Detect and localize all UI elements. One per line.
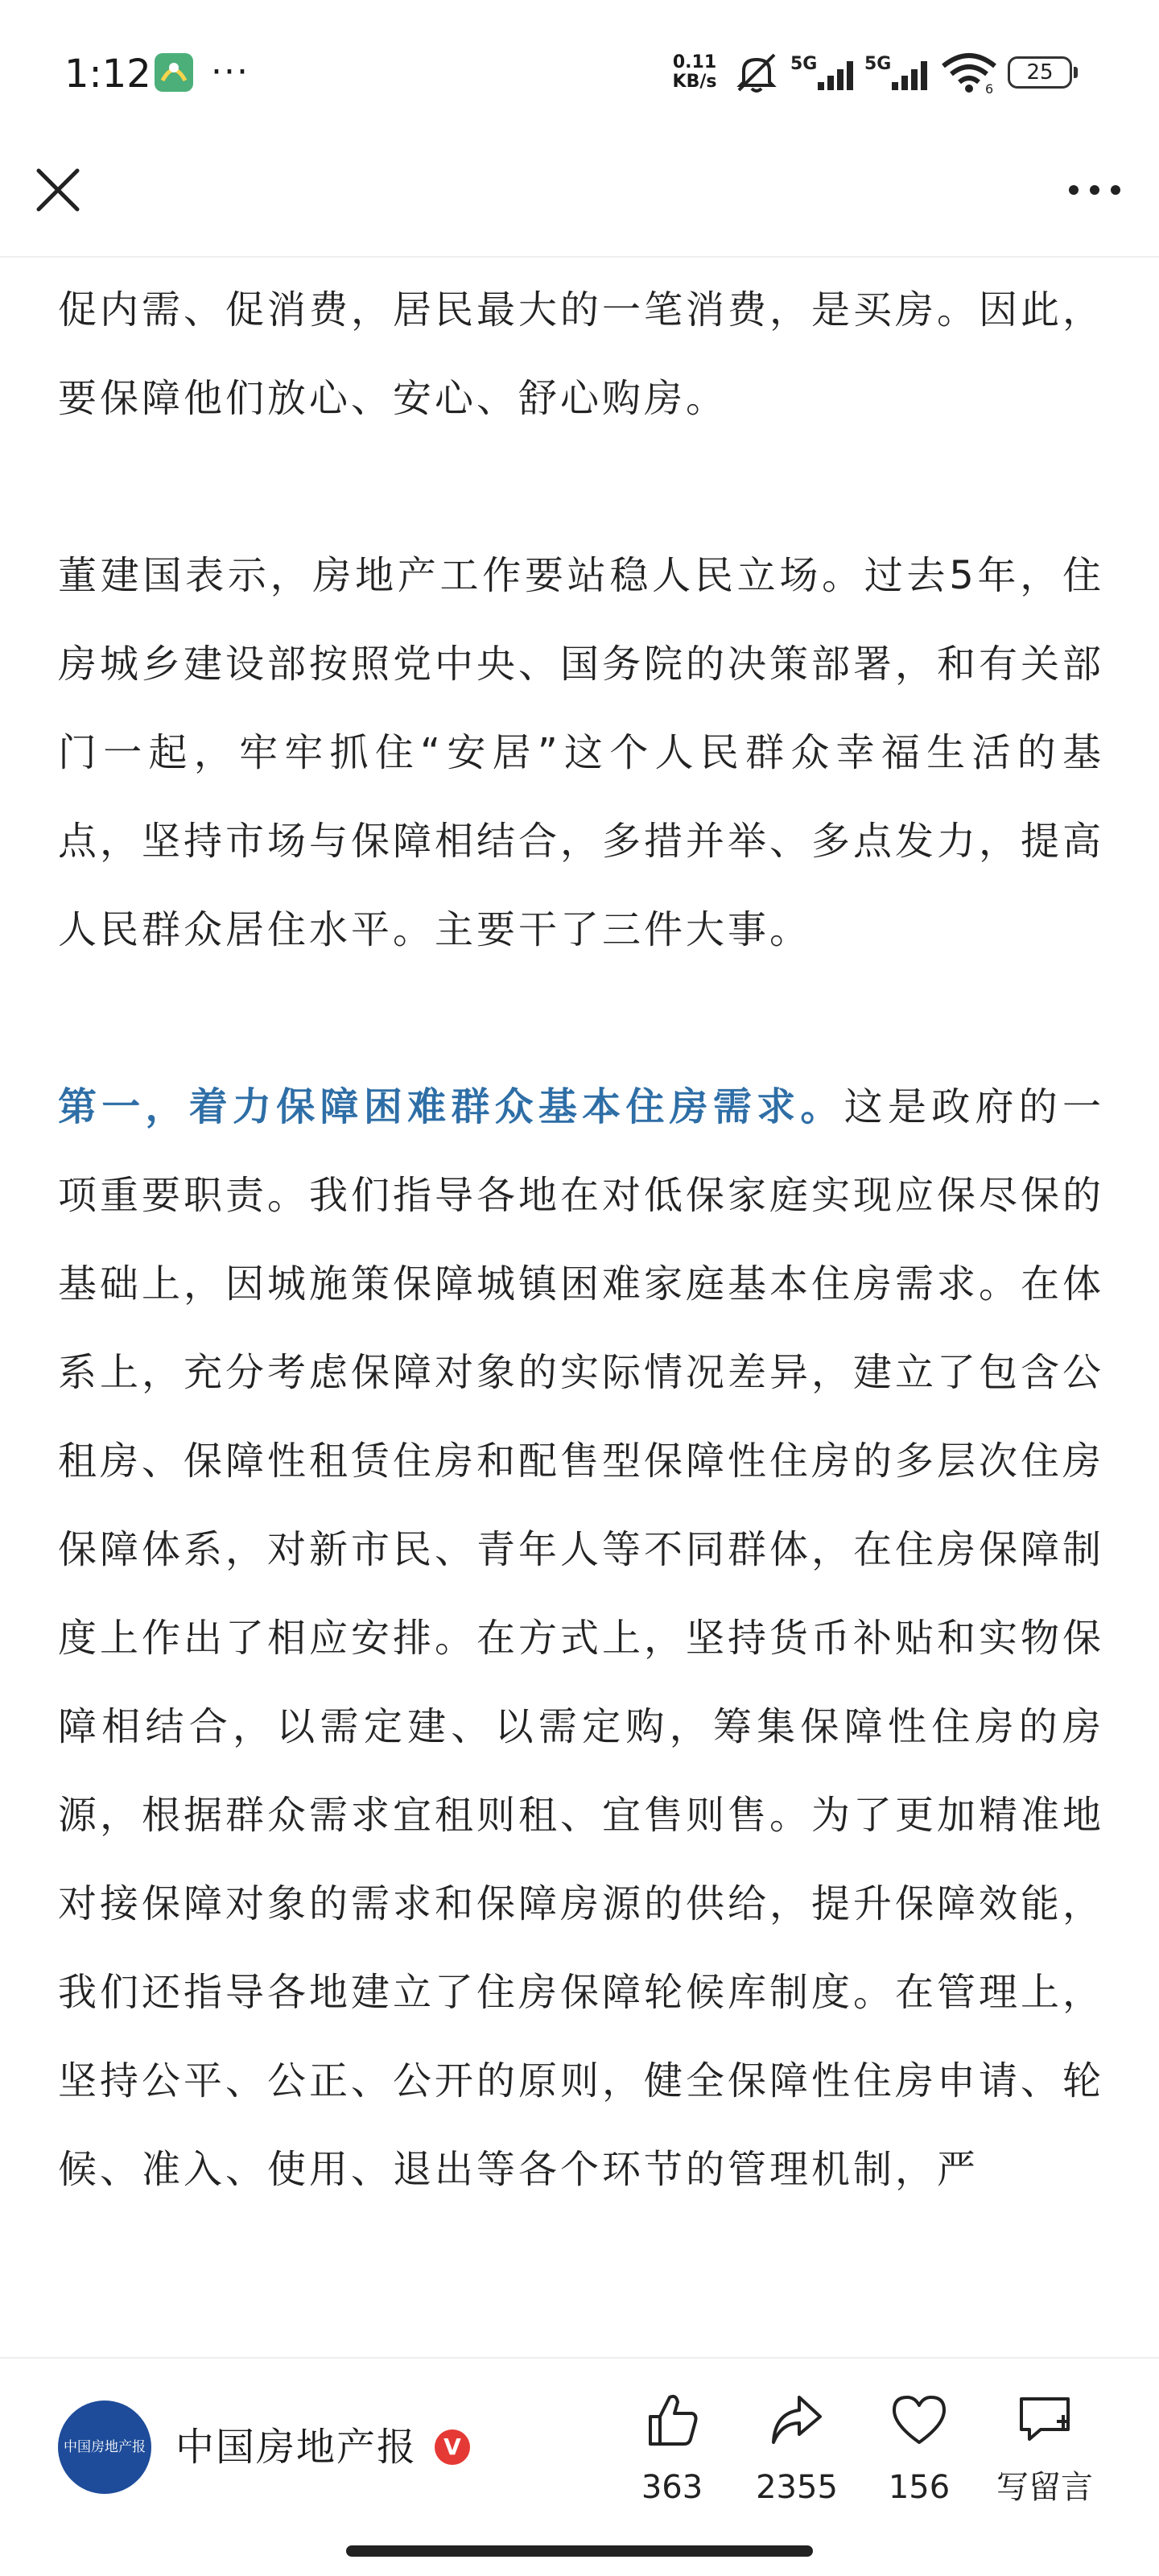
article-paragraph: 促内需、促消费，居民最大的一笔消费，是买房。因此，要保障他们放心、安心、舒心购房。 <box>58 287 1105 421</box>
share-count: 2355 <box>756 2469 838 2506</box>
write-comment-button[interactable] <box>988 2389 1101 2510</box>
svg-text:5G: 5G <box>790 54 818 74</box>
status-time: 1:12 <box>64 52 151 97</box>
network-speed <box>666 53 723 92</box>
signal-5g-icon <box>863 50 935 98</box>
home-indicator[interactable] <box>346 2545 813 2557</box>
share-button[interactable] <box>740 2389 853 2510</box>
favorite-count: 156 <box>888 2469 951 2506</box>
account-name[interactable]: 中国房地产报 <box>175 2425 418 2470</box>
favorite-button[interactable] <box>863 2389 975 2510</box>
verified-badge: V <box>435 2429 470 2465</box>
thumbs-up-icon <box>644 2389 700 2450</box>
close-button[interactable] <box>32 164 84 216</box>
share-icon <box>769 2389 825 2450</box>
paragraph-text: 这是政府的一项重要职责。我们指导各地在对低保家庭实现应保尽保的基础上，因城施策保障城镇困难家庭基本住房需求。在体系上，充分考虑保障对象的实际情况差异，建立了包含公租房、保障性租赁住房和配售型保障性住房的多层次住房保障体系，对新市民、青年人等不同群体，在住房保障制度上作出了相应安排。在方式上，坚持货币补贴和实物保障相结合，以需定建、以需定购，筹集保障性住房的房源，根据群众需求宜租则租、宜售则售。为了更加精准地对接保障对象的需求和保障房源的供给，提升保障效能，我们还指导各地建立了住房保障轮候库制度。在管理上，坚持公平、公正、公开的原则，健全保障性住房申请、轮候、准入、使用、退出等各个环节的管理机制，严 <box>58 1084 1105 2192</box>
comment-label: 写留言 <box>996 2469 1093 2506</box>
more-options-icon <box>1062 164 1127 216</box>
avatar[interactable]: 中国房地产报 <box>58 2401 151 2494</box>
bottom-action-bar <box>0 2357 1159 2526</box>
signal-5g-icon <box>789 50 861 98</box>
article-paragraph <box>58 1063 1104 2214</box>
highlighted-heading: 第一，着力保障困难群众基本住房需求。 <box>58 1084 844 1129</box>
mute-icon <box>732 50 781 98</box>
wifi-icon <box>940 50 998 98</box>
svg-text:6: 6 <box>985 81 994 95</box>
comment-icon <box>1017 2389 1073 2450</box>
heart-icon <box>891 2389 947 2450</box>
article-header <box>0 145 1159 258</box>
article-body <box>58 266 1104 2214</box>
status-bar <box>0 0 1159 145</box>
app-notification-icon <box>153 52 195 93</box>
battery-icon: 25 <box>1008 56 1072 89</box>
svg-text:5G: 5G <box>864 54 892 74</box>
network-speed-unit: KB/s <box>672 72 717 92</box>
like-count: 363 <box>641 2469 703 2506</box>
network-speed-value: 0.11 <box>672 52 717 72</box>
more-options-button[interactable] <box>1062 164 1127 216</box>
like-button[interactable] <box>616 2389 728 2510</box>
close-icon <box>32 164 84 216</box>
status-more-dots: ··· <box>211 52 250 93</box>
article-paragraph: 董建国表示，房地产工作要站稳人民立场。过去5年，住房城乡建设部按照党中央、国务院的决策部署，和有关部门一起，牢牢抓住“安居”这个人民群众幸福生活的基点，坚持市场与保障相结合，多措并举、多点发力，提高人民群众居住水平。主要干了三件大事。 <box>58 553 1105 952</box>
